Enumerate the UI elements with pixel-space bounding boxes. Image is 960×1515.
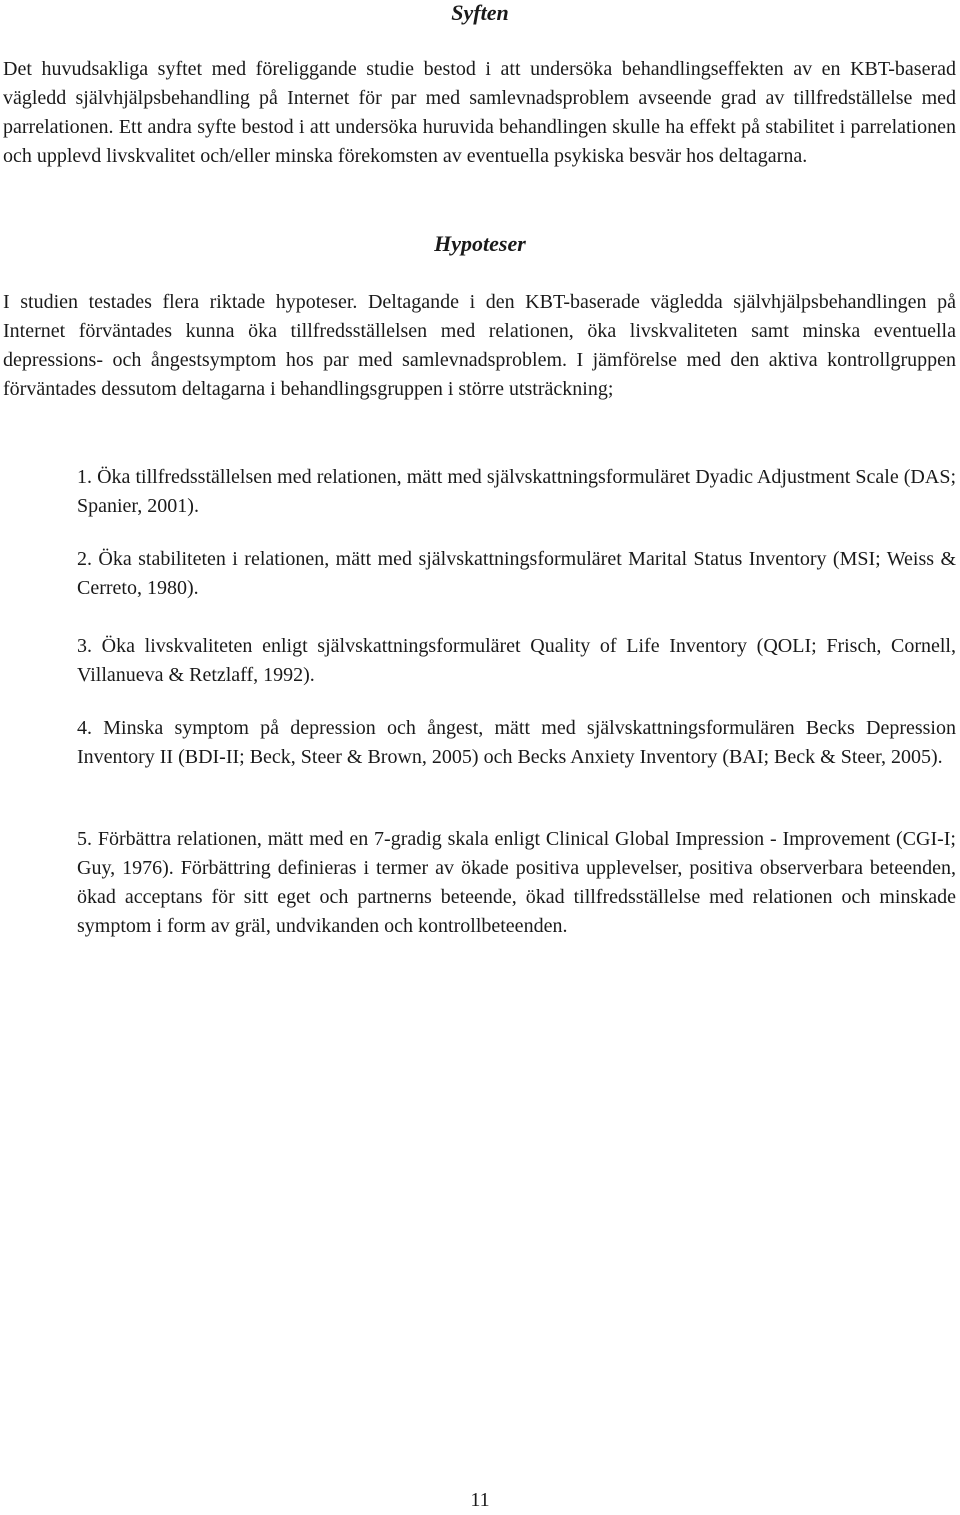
hypothesis-item-5: 5. Förbättra relationen, mätt med en 7-gradig skala enligt Clinical Global Impression - Improvement (CGI-I; Guy, 1976). Förbättring definieras i termer av ökade positiva upplevelser, positiva observerbara beteenden, ökad acceptans för sitt eget och partnerns beteende, ökad tillfredsställelse med relationen och minskade symptom i form av gräl, undvikanden och kontrollbeteenden. xyxy=(77,828,956,937)
hypothesis-item-1: 1. Öka tillfredsställelsen med relationen, mätt med självskattningsformuläret Dyadic Adjustment Scale (DAS; Spanier, 2001). xyxy=(77,466,956,517)
syften-paragraph: Det huvudsakliga syftet med föreliggande studie bestod i att undersöka behandlingseffekten av en KBT-baserad vägledd självhjälpsbehandling på Internet för par med samlevnadsproblem avseende grad av tillfredställelse med parrelationen. Ett andra syfte bestod i att undersöka huruvida behandlingen skulle ha effekt på stabilitet i parrelationen och upplevd livskvalitet och/eller minska förekomsten av eventuella psykiska besvär hos deltagarna. xyxy=(3,58,956,167)
section-heading-hypoteser: Hypoteser xyxy=(434,231,526,256)
hypothesis-item-3: 3. Öka livskvaliteten enligt självskattningsformuläret Quality of Life Inventory (QOLI; Frisch, Cornell, Villanueva & Retzlaff, 1992). xyxy=(77,635,956,686)
hypothesis-item-2: 2. Öka stabiliteten i relationen, mätt med självskattningsformuläret Marital Status Inventory (MSI; Weiss & Cerreto, 1980). xyxy=(77,548,956,599)
section-heading-syften: Syften xyxy=(451,0,509,25)
page-number: 11 xyxy=(470,1489,490,1511)
hypothesis-item-4: 4. Minska symptom på depression och ångest, mätt med självskattningsformulären Becks Depression Inventory II (BDI-II; Beck, Steer & Brown, 2005) och Becks Anxiety Inventory (BAI; Beck & Steer, 2005). xyxy=(77,717,956,768)
hypoteser-paragraph: I studien testades flera riktade hypoteser. Deltagande i den KBT-baserade vägledda självhjälpsbehandlingen på Internet förväntades kunna öka tillfredsställelsen med relationen, öka livskvaliteten samt minska eventuella depressions- och ångestsymptom hos par med samlevnadsproblem. I jämförelse med den aktiva kontrollgruppen förväntades dessutom deltagarna i behandlingsgruppen i större utsträckning; xyxy=(3,291,956,400)
